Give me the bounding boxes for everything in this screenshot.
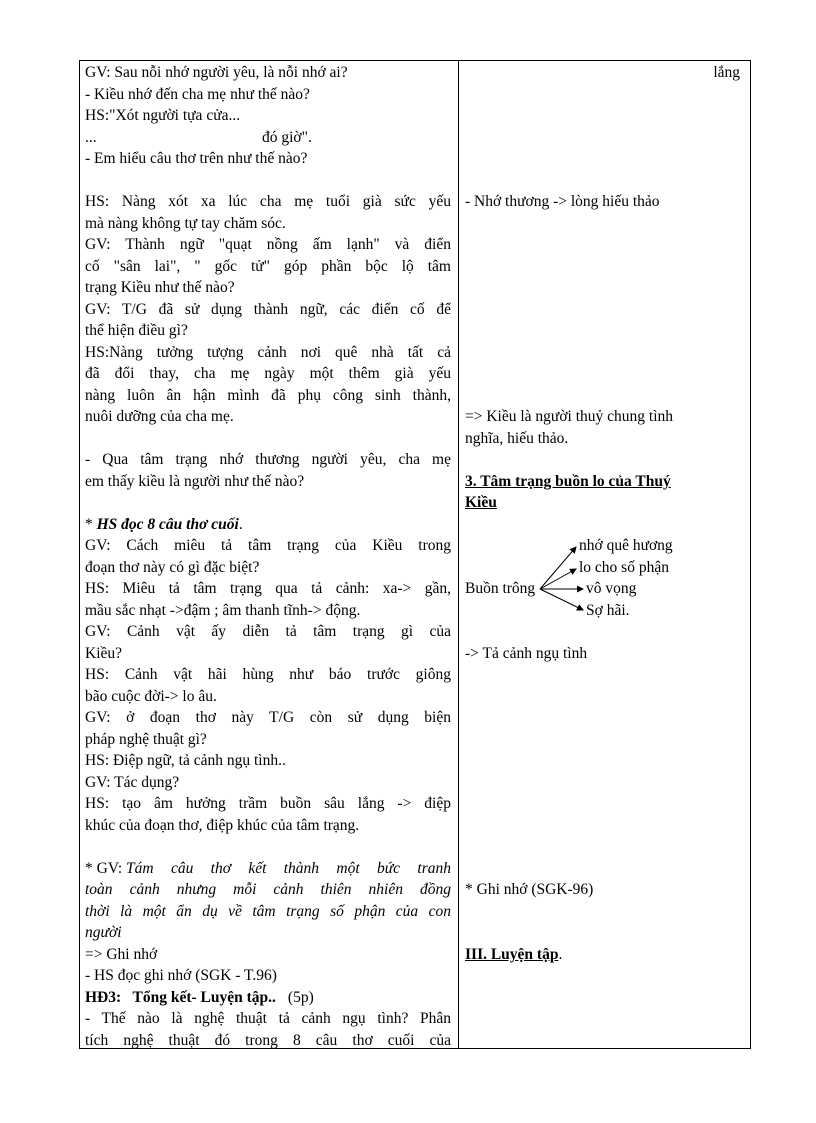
diagram-target: nhớ quê hương bbox=[579, 537, 673, 554]
left-line: em thấy kiều là người như thế nào? bbox=[85, 473, 305, 490]
left-line: pháp nghệ thuật gì? bbox=[85, 731, 207, 748]
lesson-table bbox=[79, 60, 751, 1049]
arrow-1 bbox=[540, 547, 576, 589]
left-line: đó giờ". bbox=[262, 129, 312, 146]
left-line: GV: ở đoạn thơ này T/G còn sử dụng biện bbox=[85, 709, 451, 726]
section-heading: Kiều bbox=[465, 494, 497, 511]
left-line: - Kiều nhớ đến cha mẹ như thế nào? bbox=[85, 86, 310, 103]
left-line: khúc của đoạn thơ, điệp khúc của tâm trạng. bbox=[85, 817, 360, 834]
section-heading: 3. Tâm trạng buồn lo của Thuý bbox=[465, 473, 671, 490]
left-line: HS:"Xót người tựa cửa... bbox=[85, 107, 241, 124]
left-line: HS: Nàng xót xa lúc cha mẹ tuổi già sức yếu bbox=[85, 193, 451, 210]
left-line: nuôi dưỡng của cha mẹ. bbox=[85, 408, 234, 425]
left-line: tích nghệ thuật đó trong 8 câu thơ cuối của bbox=[85, 1032, 451, 1049]
bullet: * bbox=[85, 516, 97, 533]
left-line: mà nàng không tự tay chăm sóc. bbox=[85, 215, 286, 232]
left-line: cố "sân lai", " gốc tử" góp phần bộc lộ tâm bbox=[85, 258, 451, 275]
right-line: * Ghi nhớ (SGK-96) bbox=[465, 881, 594, 898]
right-line: => Kiều là người thuỷ chung tình bbox=[465, 408, 674, 425]
left-line: GV: Cách miêu tả tâm trạng của Kiều trong bbox=[85, 537, 451, 554]
left-line: trạng Kiều như thế nào? bbox=[85, 279, 235, 296]
right-line: -> Tả cảnh ngụ tình bbox=[465, 645, 588, 662]
left-line: đã đổi thay, cha mẹ ngày một thêm già yếu bbox=[85, 365, 451, 382]
period: . bbox=[558, 946, 563, 963]
left-line: bão cuộc đời-> lo âu. bbox=[85, 688, 217, 705]
left-line: GV: T/G đã sử dụng thành ngữ, các điển cố để bbox=[85, 301, 451, 318]
left-line: HS: Cảnh vật hãi hùng như báo trước giông bbox=[85, 666, 451, 683]
left-line: HS: Miêu tả tâm trạng qua tả cảnh: xa-> gần, bbox=[85, 580, 451, 597]
diagram-source: Buồn trông bbox=[465, 580, 536, 597]
left-line: GV: Thành ngữ "quạt nồng ấm lạnh" và điển bbox=[85, 236, 451, 253]
left-line: nàng luôn ân hận mình đã phụ công sinh thành, bbox=[85, 387, 451, 404]
diagram-target: lo cho số phận bbox=[579, 559, 669, 576]
read-instruction: HS đọc 8 câu thơ cuối bbox=[96, 516, 239, 533]
right-line: - Nhớ thương -> lòng hiếu thảo bbox=[465, 193, 660, 210]
left-line: HS:Nàng tưởng tượng cảnh nơi quê nhà tất cả bbox=[85, 344, 451, 361]
left-line: người bbox=[85, 924, 122, 941]
left-line: - Thế nào là nghệ thuật tả cảnh ngụ tình? Phân bbox=[85, 1010, 451, 1027]
time-note: (5p) bbox=[287, 989, 314, 1006]
diagram-target: Sợ hãi. bbox=[586, 602, 630, 619]
arrow-4 bbox=[540, 589, 583, 610]
gv-label: * GV: bbox=[85, 860, 127, 877]
section-heading: HĐ3: Tổng kết- Luyện tập.. bbox=[85, 989, 276, 1006]
left-line: - HS đọc ghi nhớ (SGK - T.96) bbox=[85, 967, 277, 984]
left-line: mầu sắc nhạt ->đậm ; âm thanh tĩnh-> động. bbox=[85, 602, 361, 619]
left-line: GV: Sau nỗi nhớ người yêu, là nỗi nhớ ai? bbox=[85, 64, 348, 81]
diagram-arrows bbox=[80, 61, 752, 1050]
italic-text: Tám câu thơ kết thành một bức tranh bbox=[126, 860, 451, 877]
left-line: HS: tạo âm hưởng trầm buồn sâu lắng -> điệp bbox=[85, 795, 451, 812]
section-heading: III. Luyện tập bbox=[465, 946, 559, 963]
left-line: Kiều? bbox=[85, 645, 123, 662]
left-line: GV: Cảnh vật ấy diễn tả tâm trạng gì của bbox=[85, 623, 451, 640]
left-line: GV: Tác dụng? bbox=[85, 774, 180, 791]
left-line: thời là một ẩn dụ về tâm trạng số phận của con bbox=[85, 903, 451, 920]
period: . bbox=[238, 516, 243, 533]
left-line: ... bbox=[85, 129, 97, 146]
left-line: - Em hiểu câu thơ trên như thế nào? bbox=[85, 150, 308, 167]
right-line: lắng bbox=[713, 64, 740, 81]
arrow-2 bbox=[540, 569, 576, 589]
right-line bbox=[465, 945, 562, 965]
left-line: đoạn thơ này có gì đặc biệt? bbox=[85, 559, 260, 576]
left-line: - Qua tâm trạng nhớ thương người yêu, cha mẹ bbox=[85, 451, 451, 468]
diagram-target: vô vọng bbox=[586, 580, 637, 597]
right-line: nghĩa, hiếu thảo. bbox=[465, 430, 569, 447]
left-line: HS: Điệp ngữ, tả cảnh ngụ tình.. bbox=[85, 752, 286, 769]
left-line: toàn cảnh nhưng mỗi cảnh thiên nhiên đồng bbox=[85, 881, 451, 898]
left-line: thể hiện điều gì? bbox=[85, 322, 188, 339]
left-line: => Ghi nhớ bbox=[85, 946, 158, 963]
